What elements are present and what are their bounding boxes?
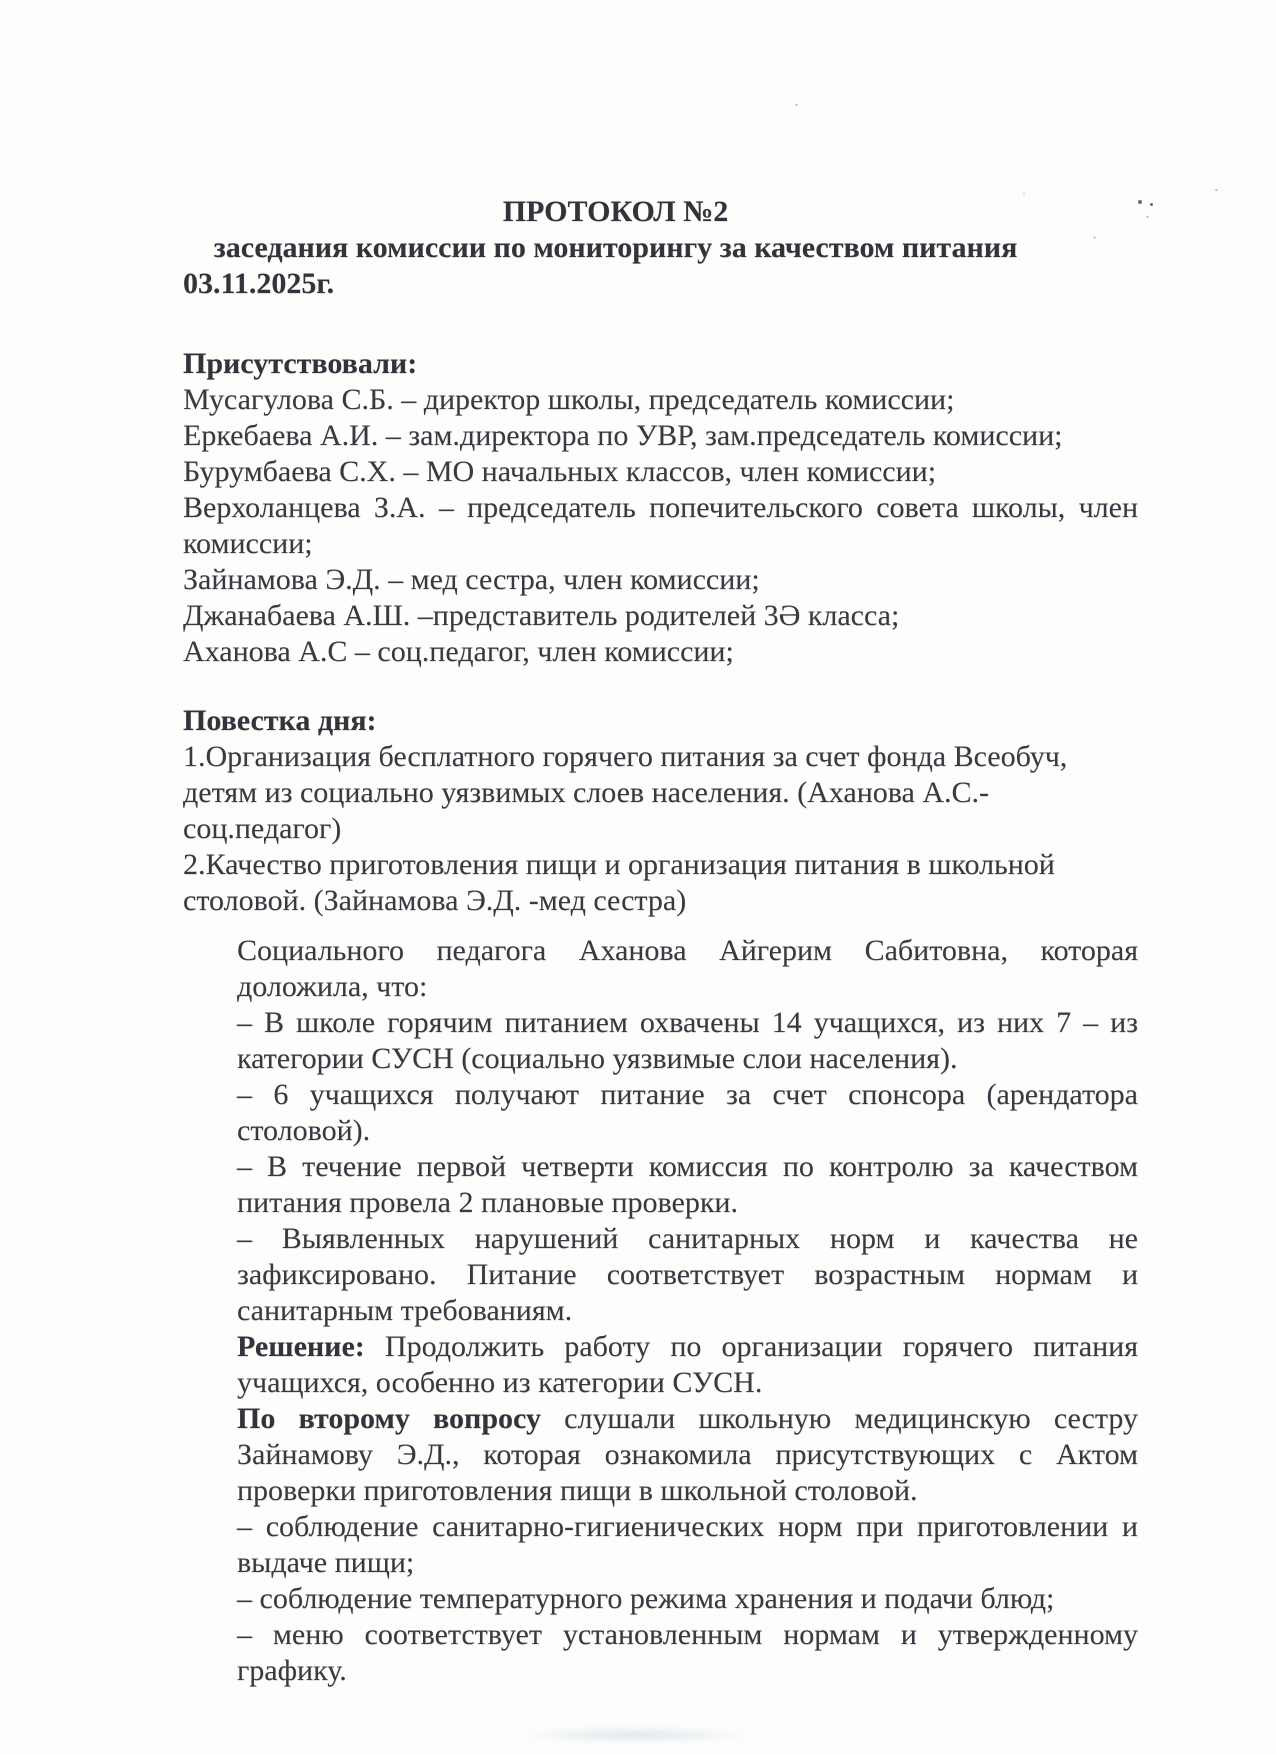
paragraph-text: Продолжить работу по организации горячего питания учащихся, особенно из категории СУСН. — [237, 1330, 1138, 1399]
attendees-section — [183, 346, 1138, 670]
paragraph-text: – В школе горячим питанием охвачены 14 учащихся, из них 7 – из категории СУСН (социально уязвимые слои населения). — [237, 1006, 1138, 1075]
paragraph-text: – меню соответствует установленным нормам и утвержденному графику. — [237, 1618, 1138, 1687]
paragraph-lead: По второму вопросу — [237, 1402, 541, 1435]
paragraph-text: – соблюдение санитарно-гигиенических норм при приготовлении и выдаче пищи; — [237, 1510, 1138, 1579]
attendee-line: Верхоланцева З.А. – председатель попечительского совета школы, член комиссии; — [183, 491, 1138, 560]
body-paragraph — [237, 1077, 1138, 1149]
scan-speck — [1215, 189, 1218, 191]
attendee-line: Мусагулова С.Б. – директор школы, председатель комиссии; — [183, 383, 955, 416]
scan-speck — [1138, 200, 1142, 204]
agenda-section — [183, 703, 1138, 919]
body-paragraph — [237, 1005, 1138, 1077]
document-title: ПРОТОКОЛ №2 — [502, 195, 729, 228]
paragraph-text: – соблюдение температурного режима хранения и подачи блюд; — [237, 1582, 1055, 1615]
paragraph-text: – 6 учащихся получают питание за счет спонсора (арендатора столовой). — [237, 1078, 1138, 1147]
paragraph-text: – В течение первой четверти комиссия по контролю за качеством питания провела 2 плановые проверки. — [237, 1150, 1138, 1219]
attendee-line: Джанабаева А.Ш. –представитель родителей 3Ә класса; — [183, 599, 900, 632]
document-content — [183, 186, 1138, 1689]
body-paragraph — [237, 1149, 1138, 1221]
body-block — [237, 933, 1138, 1689]
paragraph-text: Социального педагога Аханова Айгерим Сабитовна, которая доложила, что: — [237, 934, 1138, 1003]
attendee-line: Бурумбаева С.Х. – МО начальных классов, член комиссии; — [183, 455, 937, 488]
body-paragraph — [237, 1509, 1138, 1581]
body-paragraph-second-question — [237, 1401, 1138, 1509]
scan-speck — [795, 104, 798, 106]
paragraph-text: слушали школьную медицинскую сестру Зайнамову Э.Д., которая ознакомила присутствующих с Актом проверки приготовления пищи в школьной столовой. — [237, 1402, 1138, 1507]
scan-speck — [1146, 216, 1149, 218]
scan-smudge — [515, 1726, 755, 1744]
body-paragraph — [237, 1581, 1138, 1617]
attendees-heading: Присутствовали: — [183, 347, 418, 380]
document-date: 03.11.2025г. — [183, 267, 335, 300]
document-subtitle: заседания комиссии по мониторингу за качеством питания — [213, 231, 1018, 264]
attendee-line: Аханова А.С – соц.педагог, член комиссии; — [183, 635, 734, 668]
paragraph-lead: Решение: — [237, 1330, 365, 1363]
body-paragraph — [237, 933, 1138, 1005]
scan-speck — [1150, 203, 1153, 206]
attendee-line: Зайнамова Э.Д. – мед сестра, член комиссии; — [183, 563, 760, 596]
body-paragraph — [237, 1221, 1138, 1329]
attendee-line: Еркебаева А.И. – зам.директора по УВР, зам.председатель комиссии; — [183, 419, 1063, 452]
paragraph-text: – Выявленных нарушений санитарных норм и качества не зафиксировано. Питание соответствует возрастным нормам и санитарным требованиям. — [237, 1222, 1138, 1327]
agenda-heading: Повестка дня: — [183, 704, 377, 737]
agenda-item: 1.Организация бесплатного горячего питания за счет фонда Всеобуч, детям из социально уязвимых слоев населения. (Аханова А.С.-соц.педагог) — [183, 740, 1068, 845]
title-block — [183, 186, 1138, 302]
body-paragraph — [237, 1617, 1138, 1689]
agenda-item: 2.Качество приготовления пищи и организация питания в школьной столовой. (Зайнамова Э.Д. -мед сестра) — [183, 848, 1055, 917]
body-paragraph-decision — [237, 1329, 1138, 1401]
